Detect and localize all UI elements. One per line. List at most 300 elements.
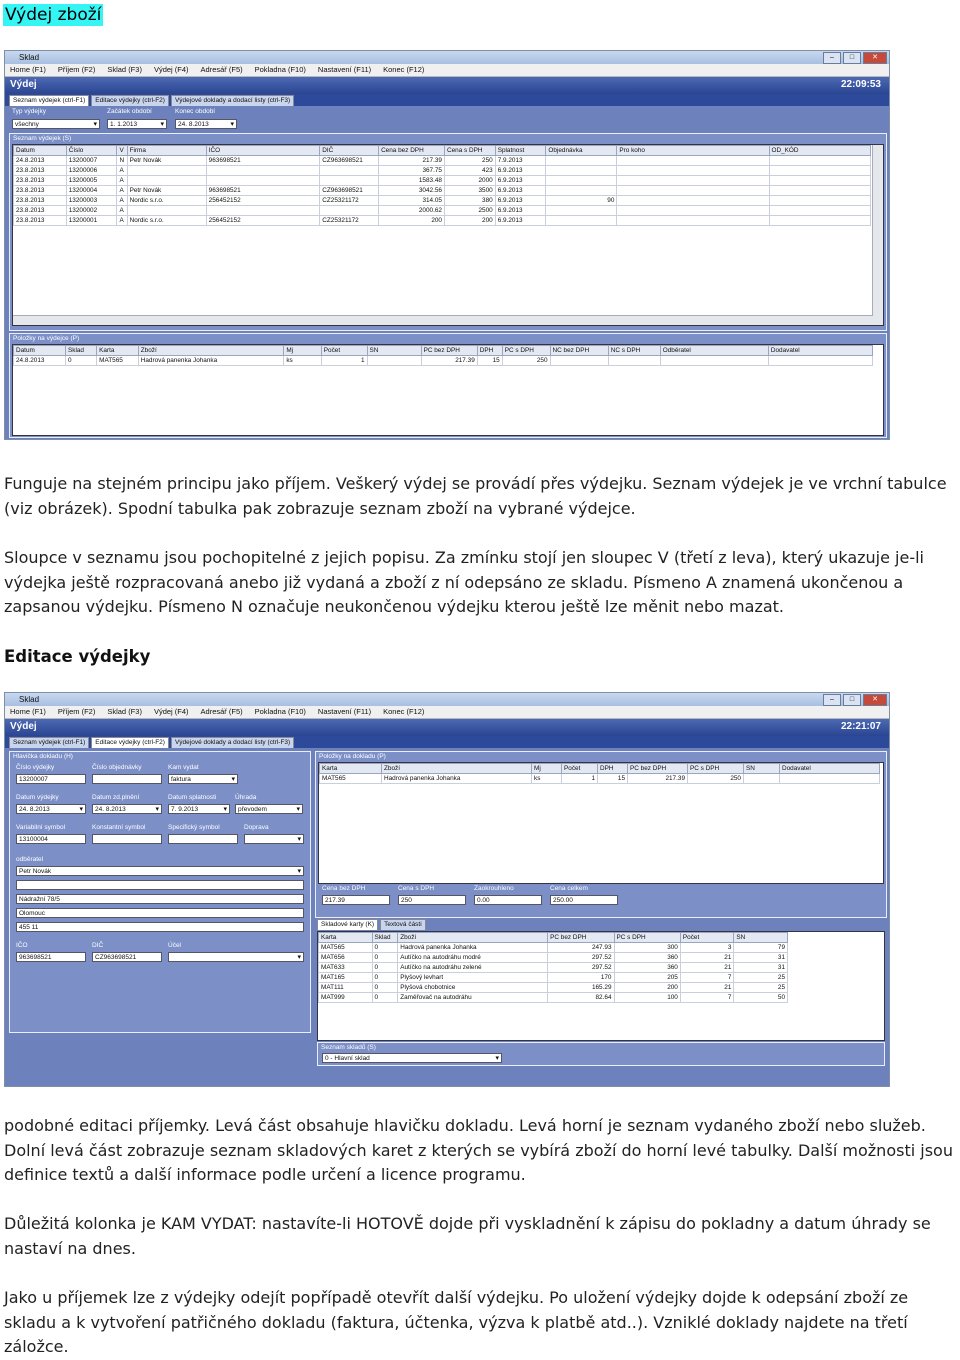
transport-select[interactable] [244, 834, 304, 844]
table-cell: 90 [546, 196, 617, 206]
table-cell [546, 186, 617, 196]
menu-item-home[interactable]: Home (F1) [10, 707, 46, 716]
column-header[interactable]: Odběratel [660, 346, 768, 356]
column-header[interactable]: Počet [680, 933, 734, 943]
column-header[interactable]: Karta [97, 346, 139, 356]
table-cell: 82.64 [548, 993, 614, 1003]
table-cell [769, 206, 871, 216]
paragraph-2: Sloupce v seznamu jsou pochopitelné z jejich popisu. Za zmínku stojí jen sloupec V (třetí z leva), který ukazuje je-li výdejka ještě rozpracovaná anebo již vydaná a zboží z ní odepsáno ze skladu. Písmeno A znamená ukončenou a zapsanou výdejku. Písmeno N označuje neukončenou výdejku kterou ještě lze měnit nebo mazat. [4, 548, 924, 616]
table-cell [546, 216, 617, 226]
tab-issue-list[interactable]: Seznam výdejek (ctrl-F1) [9, 737, 89, 748]
tab-issue-list[interactable]: Seznam výdejek (ctrl-F1) [9, 95, 89, 106]
const-symbol-field[interactable] [92, 834, 162, 844]
column-header[interactable]: PC s DPH [614, 933, 680, 943]
table-cell: MAT565 [97, 356, 139, 366]
menu-item-konec[interactable]: Konec (F12) [383, 707, 425, 716]
table-row[interactable] [14, 216, 871, 226]
table-cell: A [117, 186, 127, 196]
table-cell: 380 [444, 196, 495, 206]
store-list-title: Seznam skladů (S) [321, 1044, 376, 1051]
purpose-label: Účel [168, 942, 182, 949]
table-cell: Petr Novák [127, 186, 206, 196]
issue-list-table [12, 144, 884, 326]
table-cell: 13200003 [66, 196, 117, 206]
tab-issue-docs[interactable]: Výdejové doklady a dodací listy (ctrl-F3) [171, 737, 294, 748]
table-cell: 7.9.2013 [495, 156, 546, 166]
menu-item-prijem[interactable]: Příjem (F2) [57, 707, 96, 716]
tab-issue-docs[interactable]: Výdejové doklady a dodací listy (ctrl-F3) [171, 95, 294, 106]
transport-label: Doprava [244, 824, 269, 831]
close-button[interactable]: ✕ [863, 52, 887, 64]
column-header[interactable]: Mj [532, 764, 562, 774]
menu-item-vydej[interactable]: Výdej (F4) [153, 65, 189, 74]
table-cell [769, 216, 871, 226]
column-header[interactable]: PC bez DPH [421, 346, 477, 356]
table-cell [367, 356, 421, 366]
issue-to-label: Kam vydat [168, 764, 199, 771]
issue-date-field[interactable]: 24. 8.2013 ▾ [16, 804, 86, 814]
due-date-label: Datum splatnosti [168, 794, 217, 801]
ico-field[interactable]: 963698521 [16, 952, 86, 962]
table-cell: 0 [65, 356, 96, 366]
table-row[interactable] [320, 774, 880, 784]
type-label: Typ výdejky [12, 108, 46, 115]
table-cell: 170 [548, 973, 614, 983]
maximize-button[interactable]: □ [843, 694, 861, 706]
column-header[interactable]: PC bez DPH [548, 933, 614, 943]
address-city[interactable]: Olomouc [16, 908, 304, 918]
table-cell: ks [532, 774, 562, 784]
table-cell: 217.39 [379, 156, 445, 166]
table-cell: A [117, 176, 127, 186]
menu-item-home[interactable]: Home (F1) [10, 65, 46, 74]
table-cell: 0 [372, 953, 398, 963]
table-cell: 50 [734, 993, 788, 1003]
menu-item-konec[interactable]: Konec (F12) [383, 65, 425, 74]
section-title: Výdej [10, 79, 37, 90]
horizontal-scrollbar[interactable] [13, 315, 873, 325]
table-cell: 24.8.2013 [14, 356, 66, 366]
table-cell: Nordic s.r.o. [127, 196, 206, 206]
table-cell: 367.75 [379, 166, 445, 176]
table-cell [550, 356, 608, 366]
table-cell: 250 [688, 774, 744, 784]
table-cell [546, 156, 617, 166]
due-date-field[interactable]: 7. 9.2013 ▾ [168, 804, 230, 814]
column-header[interactable]: NC s DPH [608, 346, 660, 356]
table-cell: Plyšový levhart [398, 973, 548, 983]
table-cell: 31 [734, 953, 788, 963]
column-header[interactable]: Číslo [66, 146, 117, 156]
column-header[interactable]: SN [734, 933, 788, 943]
table-cell [768, 356, 872, 366]
table-cell: 15 [477, 356, 502, 366]
paragraph-1: Funguje na stejném principu jako příjem. Veškerý výdej se provádí přes výdejku. Seznam výdejek je ve vrchní tabulce (viz obrázek). Spodní tabulka pak zobrazuje seznam zboží na vybrané výdejce. [4, 474, 947, 518]
column-header[interactable]: Pro koho [617, 146, 769, 156]
table-cell: Hadrová panenka Johanka [398, 943, 548, 953]
table-cell: A [117, 166, 127, 176]
section-heading: Editace výdejky [4, 647, 151, 666]
doc-items-group [315, 751, 887, 918]
column-header[interactable]: OD_KÓD [769, 146, 871, 156]
column-header[interactable]: Cena bez DPH [379, 146, 445, 156]
menu-item-pokladna[interactable]: Pokladna (F10) [254, 65, 306, 74]
table-cell: 13200004 [66, 186, 117, 196]
menu-item-adresar[interactable]: Adresář (F5) [200, 65, 243, 74]
column-header[interactable]: Splatnost [495, 146, 546, 156]
table-cell [320, 166, 379, 176]
table-cell: N [117, 156, 127, 166]
table-cell [617, 176, 769, 186]
section-band [5, 719, 889, 736]
table-cell: CZ25321172 [320, 196, 379, 206]
menu-item-sklad[interactable]: Sklad (F3) [107, 707, 142, 716]
column-header[interactable]: DPH [477, 346, 502, 356]
section-title: Výdej [10, 721, 37, 732]
table-cell: Nordic s.r.o. [127, 216, 206, 226]
table-cell: 15 [598, 774, 628, 784]
table-cell: Plyšová chobotnice [398, 983, 548, 993]
table-cell: 6.9.2013 [495, 196, 546, 206]
table-cell: ks [284, 356, 321, 366]
content-area [5, 106, 889, 440]
table-row[interactable] [14, 166, 871, 176]
tab-stock-cards[interactable]: Skladové karty (K) [317, 919, 378, 930]
purpose-select[interactable] [168, 952, 304, 962]
column-header[interactable]: Sklad [65, 346, 96, 356]
table-cell: 1 [562, 774, 598, 784]
ico-label: IČO [16, 942, 28, 949]
table-cell: 7 [680, 993, 734, 1003]
table-cell: 217.39 [421, 356, 477, 366]
column-header[interactable]: Karta [319, 933, 373, 943]
table-cell: MAT999 [319, 993, 373, 1003]
doc-header-group [9, 751, 311, 1033]
table-row[interactable] [319, 983, 788, 993]
items-grid [13, 345, 873, 366]
column-header[interactable]: Mj [284, 346, 321, 356]
address-street[interactable]: Nádražní 78/5 [16, 894, 304, 904]
maximize-button[interactable]: □ [843, 52, 861, 64]
table-cell: 165.29 [548, 983, 614, 993]
table-cell: 297.52 [548, 953, 614, 963]
menu-item-prijem[interactable]: Příjem (F2) [57, 65, 96, 74]
table-cell [617, 216, 769, 226]
table-cell: Petr Novák [127, 156, 206, 166]
table-cell: MAT565 [320, 774, 382, 784]
column-header[interactable]: Dodavatel [780, 764, 880, 774]
type-select[interactable]: všechny ▾ [12, 119, 100, 129]
table-cell [320, 176, 379, 186]
items-group [9, 333, 887, 438]
doc-items-grid [319, 763, 880, 784]
table-cell: 200 [614, 983, 680, 993]
table-cell: 250 [502, 356, 550, 366]
tab-issue-edit[interactable]: Editace výdejky (ctrl-F2) [91, 737, 169, 748]
window-title: Sklad [19, 53, 40, 62]
table-cell: 297.52 [548, 963, 614, 973]
column-header[interactable]: Počet [321, 346, 367, 356]
to-label: Konec období [175, 108, 216, 115]
table-cell: A [117, 206, 127, 216]
table-row[interactable] [14, 176, 871, 186]
issue-date-label: Datum výdejky [16, 794, 59, 801]
table-cell: 1583.48 [379, 176, 445, 186]
table-cell: MAT633 [319, 963, 373, 973]
table-cell: 13200002 [66, 206, 117, 216]
address-zip[interactable]: 455 11 [16, 922, 304, 932]
table-cell: 6.9.2013 [495, 206, 546, 216]
table-cell [617, 166, 769, 176]
column-header[interactable]: PC s DPH [502, 346, 550, 356]
table-cell: 24.8.2013 [14, 156, 67, 166]
minimize-button[interactable]: – [823, 52, 841, 64]
from-label: Začátek období [107, 108, 152, 115]
table-cell: 217.39 [628, 774, 688, 784]
column-header[interactable]: Zboží [382, 764, 532, 774]
doc-items-table [318, 762, 884, 884]
table-cell: 6.9.2013 [495, 176, 546, 186]
table-cell [127, 206, 206, 216]
table-cell: 0 [372, 943, 398, 953]
total-net-field[interactable]: 217.39 [322, 895, 390, 905]
table-cell [744, 774, 780, 784]
stock-cards-header-row [319, 933, 788, 943]
dic-label: DIČ [92, 942, 104, 949]
doc-items-title: Položky na dokladu (P) [319, 753, 386, 760]
items-header-row [14, 346, 873, 356]
table-cell: A [117, 216, 127, 226]
menu-bar [5, 64, 889, 77]
table-cell: 3042.56 [379, 186, 445, 196]
customer-label: odběratel [16, 856, 44, 863]
var-symbol-field[interactable]: 13100004 [16, 834, 86, 844]
table-cell: 79 [734, 943, 788, 953]
dic-field[interactable]: CZ963698521 [92, 952, 162, 962]
menu-item-nastaveni[interactable]: Nastavení (F11) [317, 707, 372, 716]
column-header[interactable]: Zboží [398, 933, 548, 943]
screenshot-issue-list [4, 50, 890, 440]
column-header[interactable]: Cena s DPH [444, 146, 495, 156]
table-cell: 100 [614, 993, 680, 1003]
const-symbol-label: Konstantní symbol [92, 824, 146, 831]
column-header[interactable]: DPH [598, 764, 628, 774]
total-net-label: Cena bez DPH [322, 885, 366, 892]
menu-item-vydej[interactable]: Výdej (F4) [153, 707, 189, 716]
tab-text-parts[interactable]: Textová části [380, 919, 426, 930]
column-header[interactable]: Zboží [138, 346, 284, 356]
grand-total-field[interactable]: 250.00 [550, 895, 618, 905]
to-date-field[interactable]: 24. 8.2013 ▾ [175, 119, 237, 129]
column-header[interactable]: SN [367, 346, 421, 356]
table-cell: Hadrová panenka Johanka [138, 356, 284, 366]
table-row[interactable] [319, 953, 788, 963]
content-area [5, 748, 889, 1087]
table-cell: 0 [372, 983, 398, 993]
column-header[interactable]: PC bez DPH [628, 764, 688, 774]
column-header[interactable]: PC s DPH [688, 764, 744, 774]
table-cell [617, 156, 769, 166]
stock-cards-grid [318, 932, 788, 1003]
table-cell: 200 [444, 216, 495, 226]
items-title: Položky na výdejce (P) [13, 335, 80, 342]
table-row[interactable] [319, 963, 788, 973]
spec-symbol-label: Specifický symbol [168, 824, 220, 831]
table-cell: 13200006 [66, 166, 117, 176]
table-cell: 23.8.2013 [14, 176, 67, 186]
issue-number-field[interactable]: 13200007 [16, 774, 86, 784]
table-cell [769, 176, 871, 186]
table-cell: 21 [680, 953, 734, 963]
column-header[interactable]: Firma [127, 146, 206, 156]
table-cell: 247.93 [548, 943, 614, 953]
table-cell [769, 186, 871, 196]
table-cell: 6.9.2013 [495, 166, 546, 176]
table-row[interactable] [14, 196, 871, 206]
table-cell: CZ963698521 [320, 156, 379, 166]
order-number-label: Číslo objednávky [92, 764, 142, 771]
table-cell: 314.05 [379, 196, 445, 206]
table-cell: Hadrová panenka Johanka [382, 774, 532, 784]
table-row[interactable] [14, 186, 871, 196]
var-symbol-label: Variabilní symbol [16, 824, 66, 831]
table-cell: MAT165 [319, 973, 373, 983]
payment-select[interactable]: převodem ▾ [235, 804, 303, 814]
table-cell [206, 206, 320, 216]
table-cell [546, 166, 617, 176]
rounding-label: Zaokrouhleno [474, 885, 514, 892]
menu-item-pokladna[interactable]: Pokladna (F10) [254, 707, 306, 716]
address-line-2[interactable] [16, 880, 304, 890]
store-list-group [317, 1042, 885, 1066]
column-header[interactable]: IČO [206, 146, 320, 156]
table-cell: 360 [614, 953, 680, 963]
doc-items-header-row [320, 764, 880, 774]
table-cell: 360 [614, 963, 680, 973]
table-cell: 13200001 [66, 216, 117, 226]
table-cell [127, 166, 206, 176]
table-cell [320, 206, 379, 216]
tab-issue-edit[interactable]: Editace výdejky (ctrl-F2) [91, 95, 169, 106]
paragraph-3: podobné editaci příjemky. Levá část obsahuje hlavičku dokladu. Levá horní je seznam vydaného zboží nebo služeb. Dolní levá část zobrazuje seznam skladových karet z kterých se vybírá zboží do horní levé tabulky. Další možnosti jsou definice textů a další informace podle určení a licence programu. [4, 1116, 953, 1184]
table-cell: 2500 [444, 206, 495, 216]
table-row[interactable] [319, 943, 788, 953]
column-header[interactable]: Počet [562, 764, 598, 774]
column-header[interactable]: V [117, 146, 127, 156]
table-row[interactable] [14, 356, 873, 366]
table-cell: 31 [734, 963, 788, 973]
issue-list-group [9, 133, 887, 331]
menu-item-sklad[interactable]: Sklad (F3) [107, 65, 142, 74]
table-cell: 0 [372, 993, 398, 1003]
table-cell [617, 196, 769, 206]
table-cell: 21 [680, 963, 734, 973]
store-select[interactable]: 0 - Hlavní sklad ▾ [322, 1053, 502, 1063]
spec-symbol-field[interactable] [168, 834, 238, 844]
table-cell: Autíčko na autodráhu zelené [398, 963, 548, 973]
table-cell: Autíčko na autodráhu modré [398, 953, 548, 963]
table-cell [617, 206, 769, 216]
table-cell [206, 176, 320, 186]
table-cell: 6.9.2013 [495, 186, 546, 196]
table-cell: CZ25321172 [320, 216, 379, 226]
table-cell: 25 [734, 973, 788, 983]
table-row[interactable] [319, 993, 788, 1003]
table-cell: 13200005 [66, 176, 117, 186]
minimize-button[interactable]: – [823, 694, 841, 706]
total-gross-field[interactable]: 250 [398, 895, 466, 905]
table-cell: MAT565 [319, 943, 373, 953]
customer-select[interactable]: Petr Novák ▾ [16, 866, 304, 876]
menu-item-adresar[interactable]: Adresář (F5) [200, 707, 243, 716]
issue-number-label: Číslo výdejky [16, 764, 55, 771]
close-button[interactable]: ✕ [863, 694, 887, 706]
rounding-field[interactable]: 0.00 [474, 895, 542, 905]
column-header[interactable]: Dodavatel [768, 346, 872, 356]
table-cell: 0 [372, 973, 398, 983]
table-cell [546, 176, 617, 186]
column-header[interactable]: Datum [14, 346, 66, 356]
column-header[interactable]: DIČ [320, 146, 379, 156]
grand-total-label: Cena celkem [550, 885, 588, 892]
table-cell: 963698521 [206, 186, 320, 196]
table-cell: Zaměřovač na autodráhu [398, 993, 548, 1003]
table-cell [769, 156, 871, 166]
table-cell: 256452152 [206, 216, 320, 226]
items-table [12, 344, 884, 436]
stock-cards-table [317, 931, 885, 1041]
table-cell [660, 356, 768, 366]
vertical-scrollbar[interactable] [872, 145, 883, 325]
table-cell: 21 [680, 983, 734, 993]
issue-list-title: Seznam výdejek (S) [13, 135, 72, 142]
table-cell: 23.8.2013 [14, 186, 67, 196]
table-cell [769, 196, 871, 206]
section-band [5, 77, 889, 94]
column-header[interactable]: SN [744, 764, 780, 774]
table-cell: 2000.62 [379, 206, 445, 216]
table-cell: 23.8.2013 [14, 206, 67, 216]
from-date-field[interactable]: 1. 1.2013 ▾ [107, 119, 167, 129]
table-cell: 23.8.2013 [14, 196, 67, 206]
table-cell: 963698521 [206, 156, 320, 166]
supply-date-field[interactable]: 24. 8.2013 ▾ [92, 804, 162, 814]
order-number-field[interactable] [92, 774, 162, 784]
table-cell: 23.8.2013 [14, 216, 67, 226]
paragraph-4: Důležitá kolonka je KAM VYDAT: nastavíte-li HOTOVĚ dojde při vyskladnění k zápisu do pokladny a datum úhrady se nastaví na dnes. [4, 1214, 931, 1258]
table-row[interactable] [14, 206, 871, 216]
menu-item-nastaveni[interactable]: Nastavení (F11) [317, 65, 372, 74]
payment-label: Úhrada [235, 794, 257, 801]
issue-list-grid [13, 145, 871, 226]
column-header[interactable]: Datum [14, 146, 67, 156]
clock: 22:09:53 [840, 79, 881, 90]
column-header[interactable]: NC bez DPH [550, 346, 608, 356]
table-cell: 0 [372, 963, 398, 973]
table-row[interactable] [319, 973, 788, 983]
total-gross-label: Cena s DPH [398, 885, 435, 892]
table-cell: 2000 [444, 176, 495, 186]
column-header[interactable]: Karta [320, 764, 382, 774]
column-header[interactable]: Objednávka [546, 146, 617, 156]
column-header[interactable]: Sklad [372, 933, 398, 943]
table-row[interactable] [14, 156, 871, 166]
table-cell [780, 774, 880, 784]
table-cell [206, 166, 320, 176]
menu-bar [5, 706, 889, 719]
table-cell: 23.8.2013 [14, 166, 67, 176]
issue-to-select[interactable]: faktura ▾ [168, 774, 238, 784]
